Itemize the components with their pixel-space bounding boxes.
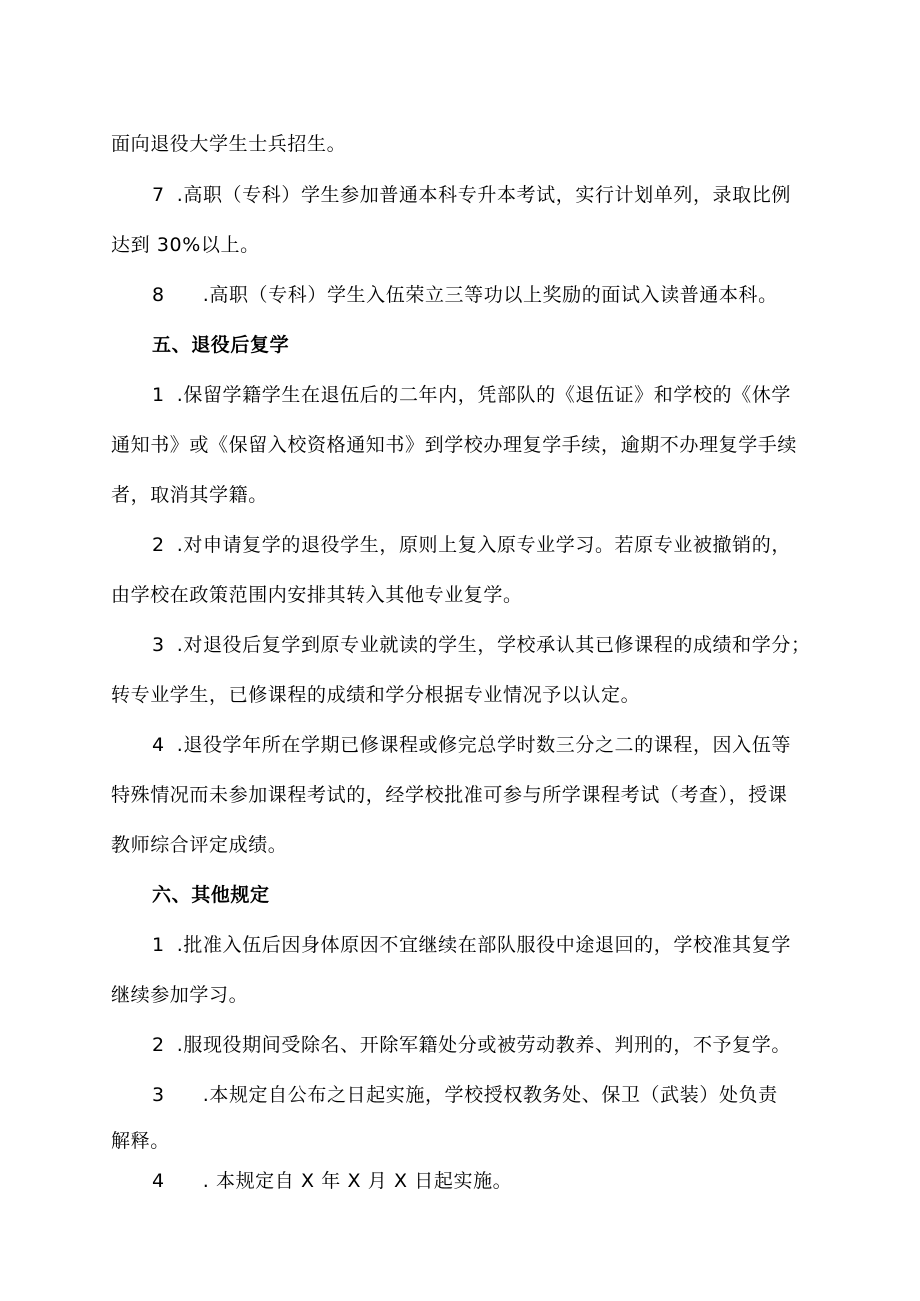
section-heading-5: 五、退役后复学 <box>152 334 290 356</box>
item-number: 7 <box>152 184 165 206</box>
paragraph-continuation <box>111 131 346 157</box>
list-item-line: 通知书》或《保留入校资格通知书》到学校办理复学手续，逾期不办理复学手续 <box>111 434 798 456</box>
list-item <box>152 1032 791 1058</box>
item-text: . 本规定自 X 年 X 月 X 日起实施。 <box>202 1170 513 1192</box>
item-text: .对退役后复学到原专业就读的学生，学校承认其已修课程的成绩和学分； <box>176 634 811 656</box>
list-item-line: 者，取消其学籍。 <box>111 484 268 506</box>
item-number: 8 <box>152 284 165 306</box>
item-text: .高职（专科）学生参加普通本科专升本考试，实行计划单列，录取比例 <box>176 184 791 206</box>
item-text: .退役学年所在学期已修课程或修完总学时数三分之二的课程，因入伍等 <box>176 734 791 756</box>
list-item <box>152 1082 778 1108</box>
list-item-line: 特殊情况而未参加课程考试的，经学校批准可参与所学课程考试（考查），授课 <box>111 784 788 806</box>
item-text: 达到 30%以上。 <box>111 234 260 256</box>
item-number: 2 <box>152 1034 165 1056</box>
item-number: 4 <box>152 1170 165 1192</box>
item-number: 2 <box>152 534 165 556</box>
paragraph-text: 面向退役大学生士兵招生。 <box>111 133 347 155</box>
item-number: 1 <box>152 934 165 956</box>
list-item-8 <box>152 282 778 308</box>
list-item-line: 转专业学生，已修课程的成绩和学分根据专业情况予以认定。 <box>111 684 641 706</box>
item-text: .保留学籍学生在退伍后的二年内，凭部队的《退伍证》和学校的《休学 <box>176 384 791 406</box>
item-text: .本规定自公布之日起实施，学校授权教务处、保卫（武装）处负责 <box>202 1084 778 1106</box>
item-text: .高职（专科）学生入伍荣立三等功以上奖励的面试入读普通本科。 <box>202 284 778 306</box>
item-text: .服现役期间受除名、开除军籍处分或被劳动教养、判刑的，不予复学。 <box>176 1034 791 1056</box>
list-item-line: 教师综合评定成绩。 <box>111 834 288 856</box>
item-text: .批准入伍后因身体原因不宜继续在部队服役中途退回的，学校准其复学 <box>176 934 791 956</box>
list-item <box>152 732 791 758</box>
list-item-line: 解释。 <box>111 1130 170 1152</box>
list-item <box>152 932 791 958</box>
list-item-line: 由学校在政策范围内安排其转入其他专业复学。 <box>111 584 523 606</box>
list-item-7-line-2 <box>111 232 260 258</box>
list-item-line: 继续参加学习。 <box>111 984 249 1006</box>
list-item <box>152 382 791 408</box>
item-number: 3 <box>152 634 165 656</box>
list-item <box>152 632 811 658</box>
item-text: .对申请复学的退役学生，原则上复入原专业学习。若原专业被撤销的， <box>176 534 791 556</box>
item-number: 4 <box>152 734 165 756</box>
list-item <box>152 532 791 558</box>
item-number: 3 <box>152 1084 165 1106</box>
item-number: 1 <box>152 384 165 406</box>
section-heading-6: 六、其他规定 <box>152 884 270 906</box>
list-item <box>152 1168 512 1194</box>
list-item-7 <box>152 182 791 208</box>
